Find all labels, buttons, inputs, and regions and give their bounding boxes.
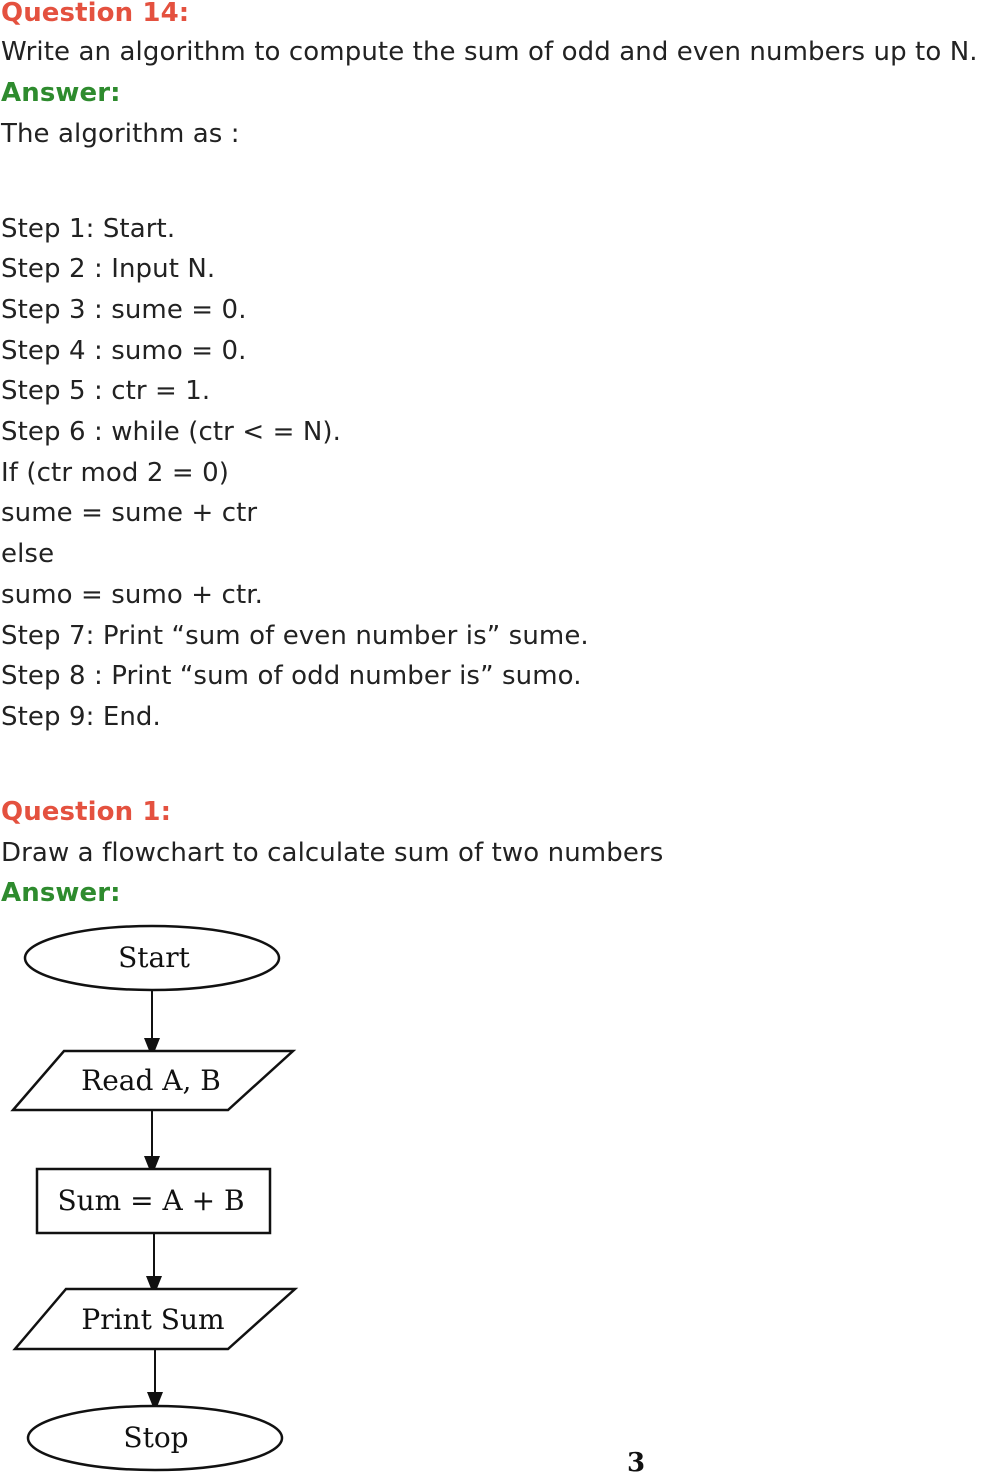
process-rectangle <box>37 1169 270 1233</box>
question-1-text: Draw a flowchart to calculate sum of two numbers <box>1 838 664 868</box>
algorithm-step: Step 3 : sume = 0. <box>1 295 247 325</box>
stop-terminator <box>28 1406 282 1470</box>
algorithm-step: Step 6 : while (ctr < = N). <box>1 417 341 447</box>
question-1-heading: Question 1: <box>1 797 172 827</box>
algorithm-step: Step 5 : ctr = 1. <box>1 376 211 406</box>
algorithm-step: Step 2 : Input N. <box>1 254 216 284</box>
page-number: 3 <box>627 1448 646 1478</box>
algorithm-step: else <box>1 539 55 569</box>
output-parallelogram <box>15 1289 295 1349</box>
start-label: Start <box>118 941 190 974</box>
algorithm-step: Step 4 : sumo = 0. <box>1 336 247 366</box>
algorithm-step: Step 7: Print “sum of even number is” sume. <box>1 621 589 651</box>
start-terminator <box>25 926 279 990</box>
answer-heading-q1: Answer: <box>1 878 121 908</box>
algorithm-step: If (ctr mod 2 = 0) <box>1 458 230 488</box>
algorithm-step: Step 9: End. <box>1 702 161 732</box>
algorithm-intro: The algorithm as : <box>1 119 240 149</box>
process-label: Sum = A + B <box>57 1184 245 1217</box>
algorithm-step: Step 8 : Print “sum of odd number is” sumo. <box>1 661 582 691</box>
algorithm-step: Step 1: Start. <box>1 214 176 244</box>
input-label: Read A, B <box>81 1064 221 1097</box>
sum-flowchart <box>0 915 320 1475</box>
question-14-heading: Question 14: <box>1 0 190 28</box>
algorithm-step: sumo = sumo + ctr. <box>1 580 264 610</box>
answer-heading-q14: Answer: <box>1 78 121 108</box>
output-label: Print Sum <box>81 1303 225 1336</box>
question-14-text: Write an algorithm to compute the sum of odd and even numbers up to N. <box>1 37 978 67</box>
algorithm-step: sume = sume + ctr <box>1 498 258 528</box>
input-parallelogram <box>13 1051 293 1110</box>
stop-label: Stop <box>123 1421 189 1454</box>
